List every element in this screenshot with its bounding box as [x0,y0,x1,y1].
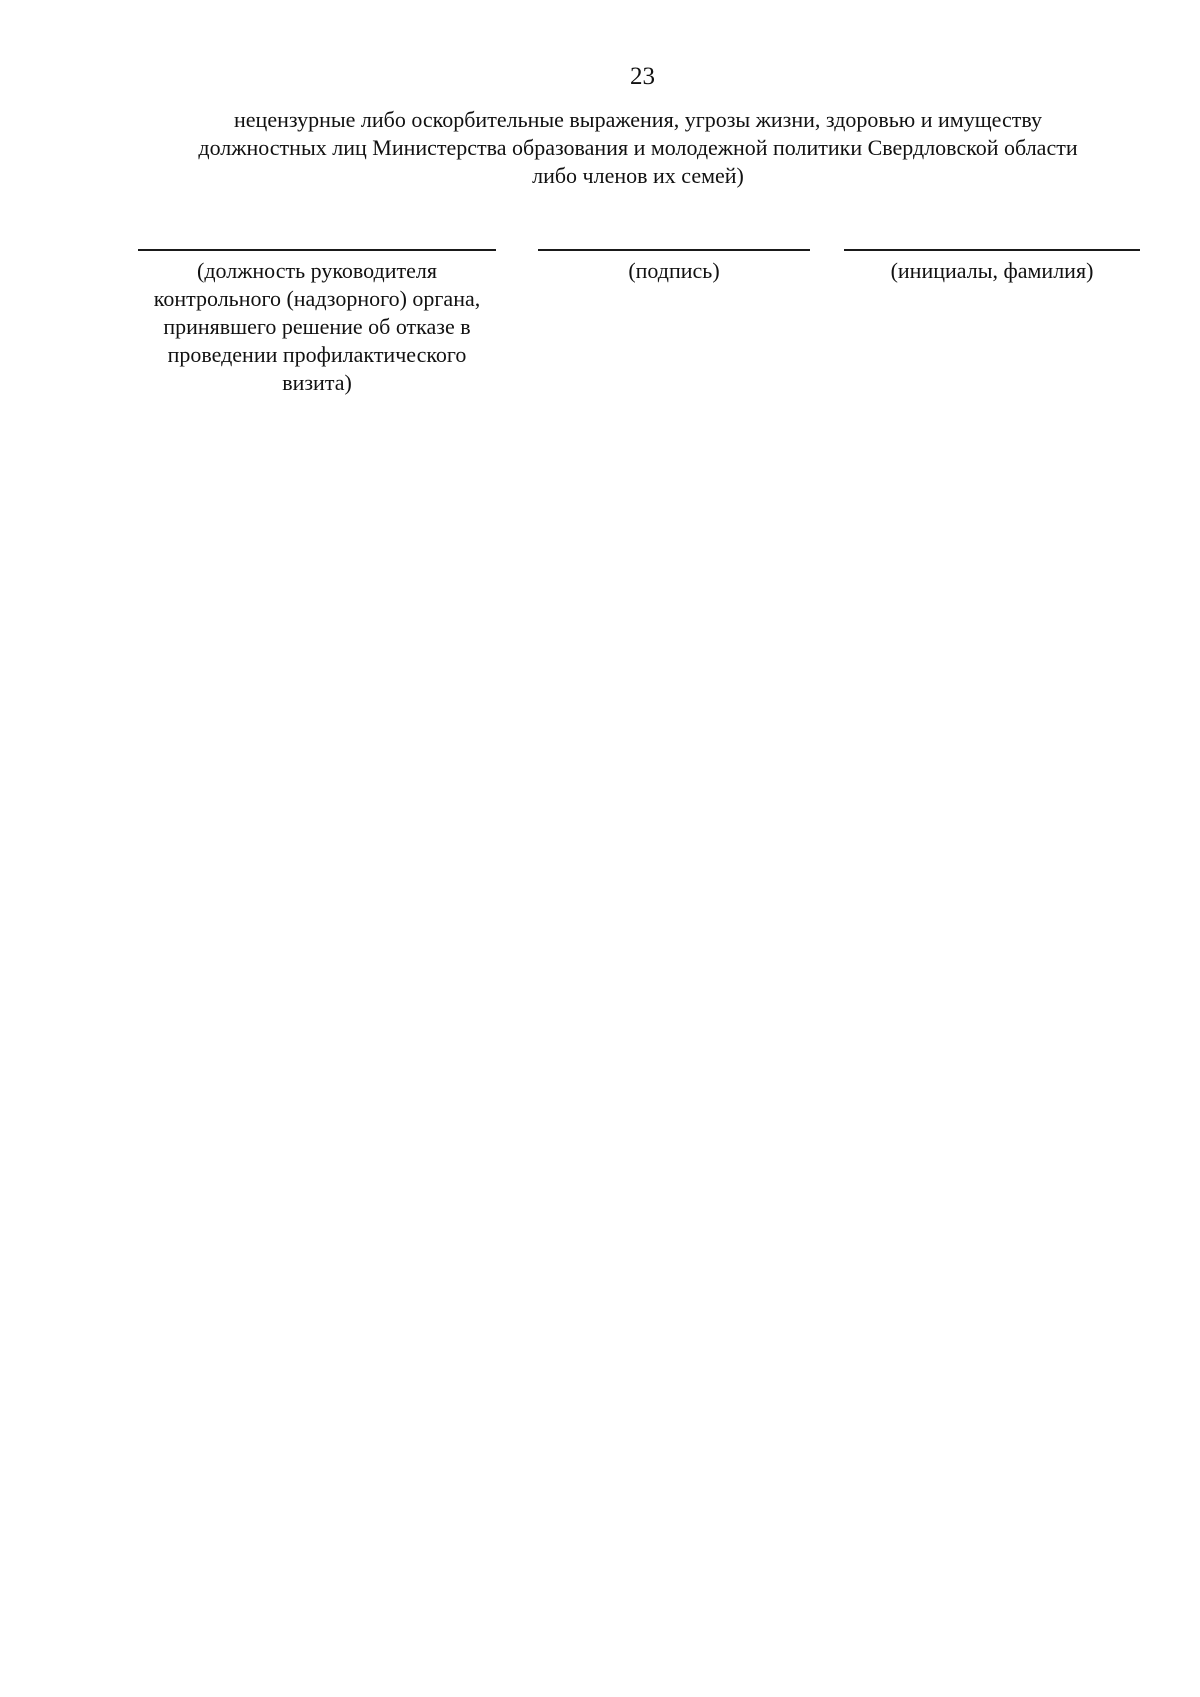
caption-line: принявшего решение об отказе в [163,314,471,339]
signature-field-position [138,249,496,397]
continuation-paragraph [138,106,1138,190]
signature-field-name [844,249,1140,285]
blank-line [844,249,1140,251]
signature-field-signature [538,249,810,285]
text-line: нецензурные либо оскорбительные выражения, угрозы жизни, здоровью и имуществу [234,107,1042,132]
text-line: либо членов их семей) [532,163,744,188]
caption-line: визита) [282,370,352,395]
name-caption [844,257,1140,285]
blank-line [538,249,810,251]
caption-line: (подпись) [628,258,720,283]
text-line: должностных лиц Министерства образования и молодежной политики Свердловской области [198,135,1078,160]
caption-line: контрольного (надзорного) органа, [153,286,481,311]
caption-line: проведении профилактического [167,342,467,367]
position-caption [138,257,496,397]
signature-caption [538,257,810,285]
blank-line [138,249,496,251]
caption-line: (инициалы, фамилия) [890,258,1094,283]
page-number: 23 [630,63,655,90]
caption-line: (должность руководителя [197,258,437,283]
